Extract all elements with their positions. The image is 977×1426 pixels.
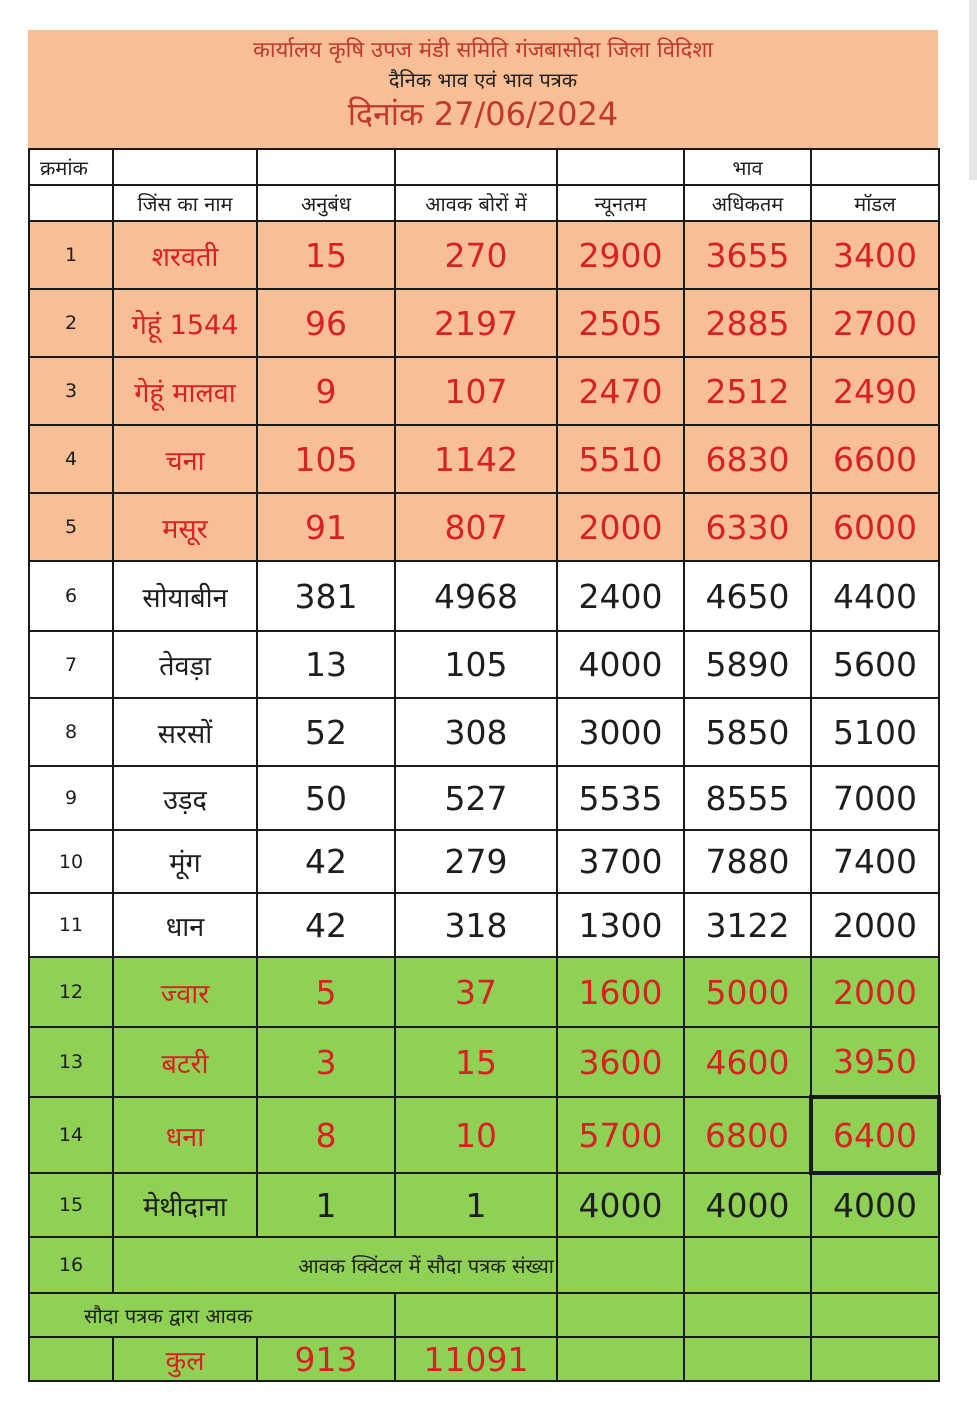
- arrival-cell: 15: [395, 1027, 557, 1097]
- serial-cell: 5: [29, 493, 113, 561]
- min-price-cell: 2505: [557, 289, 684, 357]
- contract-cell: 9: [257, 357, 395, 425]
- empty-cell: [557, 1337, 684, 1381]
- commodity-name: मसूर: [113, 493, 257, 561]
- arrival-cell: 4968: [395, 561, 557, 631]
- max-price-cell: 5000: [684, 957, 811, 1027]
- max-price-cell: 6800: [684, 1097, 811, 1173]
- empty-cell: [557, 1237, 684, 1293]
- min-price-cell: 2400: [557, 561, 684, 631]
- commodity-name: गेहूं मालवा: [113, 357, 257, 425]
- table-row: [29, 1237, 939, 1293]
- arrival-cell: 37: [395, 957, 557, 1027]
- empty-cell: [684, 1293, 811, 1337]
- serial-cell: 8: [29, 698, 113, 766]
- commodity-name: शरवती: [113, 221, 257, 289]
- modal-price-cell: 6400: [811, 1097, 939, 1173]
- header-empty: [29, 185, 113, 221]
- price-group-header: भाव: [684, 149, 811, 185]
- min-price-cell: 3700: [557, 830, 684, 893]
- max-price-cell: 6830: [684, 425, 811, 493]
- max-price-cell: 5890: [684, 631, 811, 698]
- serial-cell: 14: [29, 1097, 113, 1173]
- serial-cell: 9: [29, 766, 113, 830]
- table-row: [29, 631, 939, 698]
- contract-cell: 105: [257, 425, 395, 493]
- table-row: [29, 289, 939, 357]
- commodity-name: मेथीदाना: [113, 1173, 257, 1237]
- arrival-cell: 270: [395, 221, 557, 289]
- empty-cell: [811, 1337, 939, 1381]
- header-empty: [811, 149, 939, 185]
- modal-price-cell: 7400: [811, 830, 939, 893]
- serial-cell: 12: [29, 957, 113, 1027]
- modal-price-cell: 2700: [811, 289, 939, 357]
- arrival-cell: 107: [395, 357, 557, 425]
- max-header: अधिकतम: [684, 185, 811, 221]
- empty-cell: [684, 1237, 811, 1293]
- header-empty: [395, 149, 557, 185]
- table-row: [29, 561, 939, 631]
- contract-cell: 15: [257, 221, 395, 289]
- total-contract: 913: [257, 1337, 395, 1381]
- max-price-cell: 4600: [684, 1027, 811, 1097]
- table-row: [29, 221, 939, 289]
- table-row: [29, 957, 939, 1027]
- total-arrival: 11091: [395, 1337, 557, 1381]
- arrival-header: आवक बोरों में: [395, 185, 557, 221]
- serial-cell: 4: [29, 425, 113, 493]
- header-empty: [557, 149, 684, 185]
- min-price-cell: 4000: [557, 1173, 684, 1237]
- commodity-name: धान: [113, 893, 257, 957]
- modal-price-cell: 5100: [811, 698, 939, 766]
- sauda-count-label: आवक क्विंटल में सौदा पत्रक संख्या: [113, 1237, 557, 1293]
- rate-sheet: [28, 30, 938, 1382]
- max-price-cell: 4650: [684, 561, 811, 631]
- header-empty: [113, 149, 257, 185]
- modal-price-cell: 4000: [811, 1173, 939, 1237]
- modal-price-cell: 2000: [811, 957, 939, 1027]
- min-price-cell: 3600: [557, 1027, 684, 1097]
- min-price-cell: 1600: [557, 957, 684, 1027]
- commodity-name: धना: [113, 1097, 257, 1173]
- serial-cell: 13: [29, 1027, 113, 1097]
- contract-cell: 1: [257, 1173, 395, 1237]
- contract-cell: 96: [257, 289, 395, 357]
- empty-cell: [811, 1237, 939, 1293]
- table-row: [29, 830, 939, 893]
- min-price-cell: 2900: [557, 221, 684, 289]
- serial-cell: 15: [29, 1173, 113, 1237]
- max-price-cell: 8555: [684, 766, 811, 830]
- scrollbar-edge: [969, 0, 977, 180]
- modal-price-cell: 4400: [811, 561, 939, 631]
- table-row: [29, 493, 939, 561]
- arrival-cell: 318: [395, 893, 557, 957]
- max-price-cell: 2885: [684, 289, 811, 357]
- sheet-subtitle: दैनिक भाव एवं भाव पत्रक: [388, 68, 578, 92]
- modal-price-cell: 3400: [811, 221, 939, 289]
- min-price-cell: 2000: [557, 493, 684, 561]
- serial-cell: 7: [29, 631, 113, 698]
- arrival-cell: 279: [395, 830, 557, 893]
- table-row: [29, 1027, 939, 1097]
- sauda-arrival-label: सौदा पत्रक द्वारा आवक: [29, 1293, 395, 1337]
- commodity-name: सरसों: [113, 698, 257, 766]
- table-row: [29, 1097, 939, 1173]
- total-label: कुल: [113, 1337, 257, 1381]
- arrival-cell: 1142: [395, 425, 557, 493]
- sheet-date: दिनांक 27/06/2024: [347, 95, 619, 133]
- sheet-header: [28, 30, 938, 148]
- commodity-name: गेहूं 1544: [113, 289, 257, 357]
- modal-header: मॉडल: [811, 185, 939, 221]
- header-empty: [257, 149, 395, 185]
- contract-cell: 52: [257, 698, 395, 766]
- modal-price-cell: 6000: [811, 493, 939, 561]
- max-price-cell: 3655: [684, 221, 811, 289]
- serial-cell: 16: [29, 1237, 113, 1293]
- serial-header: क्रमांक: [29, 149, 113, 185]
- min-price-cell: 2470: [557, 357, 684, 425]
- modal-price-cell: 5600: [811, 631, 939, 698]
- contract-cell: 13: [257, 631, 395, 698]
- empty-cell: [684, 1337, 811, 1381]
- max-price-cell: 4000: [684, 1173, 811, 1237]
- table-row: [29, 698, 939, 766]
- commodity-name: ज्वार: [113, 957, 257, 1027]
- min-price-cell: 5510: [557, 425, 684, 493]
- header-row-top: [29, 149, 939, 185]
- arrival-cell: 10: [395, 1097, 557, 1173]
- arrival-cell: 1: [395, 1173, 557, 1237]
- arrival-cell: 807: [395, 493, 557, 561]
- header-row-bottom: [29, 185, 939, 221]
- contract-cell: 42: [257, 893, 395, 957]
- max-price-cell: 3122: [684, 893, 811, 957]
- arrival-cell: 527: [395, 766, 557, 830]
- min-price-cell: 5700: [557, 1097, 684, 1173]
- contract-cell: 3: [257, 1027, 395, 1097]
- serial-cell: 11: [29, 893, 113, 957]
- arrival-cell: 2197: [395, 289, 557, 357]
- serial-cell: 10: [29, 830, 113, 893]
- max-price-cell: 6330: [684, 493, 811, 561]
- max-price-cell: 2512: [684, 357, 811, 425]
- table-row: [29, 1173, 939, 1237]
- max-price-cell: 5850: [684, 698, 811, 766]
- empty-cell: [811, 1293, 939, 1337]
- commodity-name: बटरी: [113, 1027, 257, 1097]
- serial-cell: 2: [29, 289, 113, 357]
- price-table: [28, 148, 941, 1382]
- min-price-cell: 5535: [557, 766, 684, 830]
- empty-cell: [557, 1293, 684, 1337]
- empty-cell: [395, 1293, 557, 1337]
- modal-price-cell: 7000: [811, 766, 939, 830]
- contract-cell: 42: [257, 830, 395, 893]
- modal-price-cell: 2000: [811, 893, 939, 957]
- modal-price-cell: 6600: [811, 425, 939, 493]
- empty-cell: [29, 1337, 113, 1381]
- min-price-cell: 3000: [557, 698, 684, 766]
- modal-price-cell: 2490: [811, 357, 939, 425]
- serial-cell: 6: [29, 561, 113, 631]
- name-header: जिंस का नाम: [113, 185, 257, 221]
- commodity-name: चना: [113, 425, 257, 493]
- max-price-cell: 7880: [684, 830, 811, 893]
- contract-cell: 8: [257, 1097, 395, 1173]
- office-title: कार्यालय कृषि उपज मंडी समिति गंजबासोदा जिला विदिशा: [253, 38, 713, 63]
- commodity-name: सोयाबीन: [113, 561, 257, 631]
- contract-header: अनुबंध: [257, 185, 395, 221]
- contract-cell: 91: [257, 493, 395, 561]
- table-row: [29, 425, 939, 493]
- contract-cell: 381: [257, 561, 395, 631]
- min-price-cell: 1300: [557, 893, 684, 957]
- table-row: [29, 357, 939, 425]
- min-header: न्यूनतम: [557, 185, 684, 221]
- contract-cell: 50: [257, 766, 395, 830]
- commodity-name: उड़द: [113, 766, 257, 830]
- table-row: [29, 893, 939, 957]
- arrival-cell: 105: [395, 631, 557, 698]
- table-row: [29, 766, 939, 830]
- serial-cell: 3: [29, 357, 113, 425]
- total-row: [29, 1337, 939, 1381]
- min-price-cell: 4000: [557, 631, 684, 698]
- table-row: [29, 1293, 939, 1337]
- contract-cell: 5: [257, 957, 395, 1027]
- commodity-name: तेवड़ा: [113, 631, 257, 698]
- modal-price-cell: 3950: [811, 1027, 939, 1097]
- serial-cell: 1: [29, 221, 113, 289]
- commodity-name: मूंग: [113, 830, 257, 893]
- arrival-cell: 308: [395, 698, 557, 766]
